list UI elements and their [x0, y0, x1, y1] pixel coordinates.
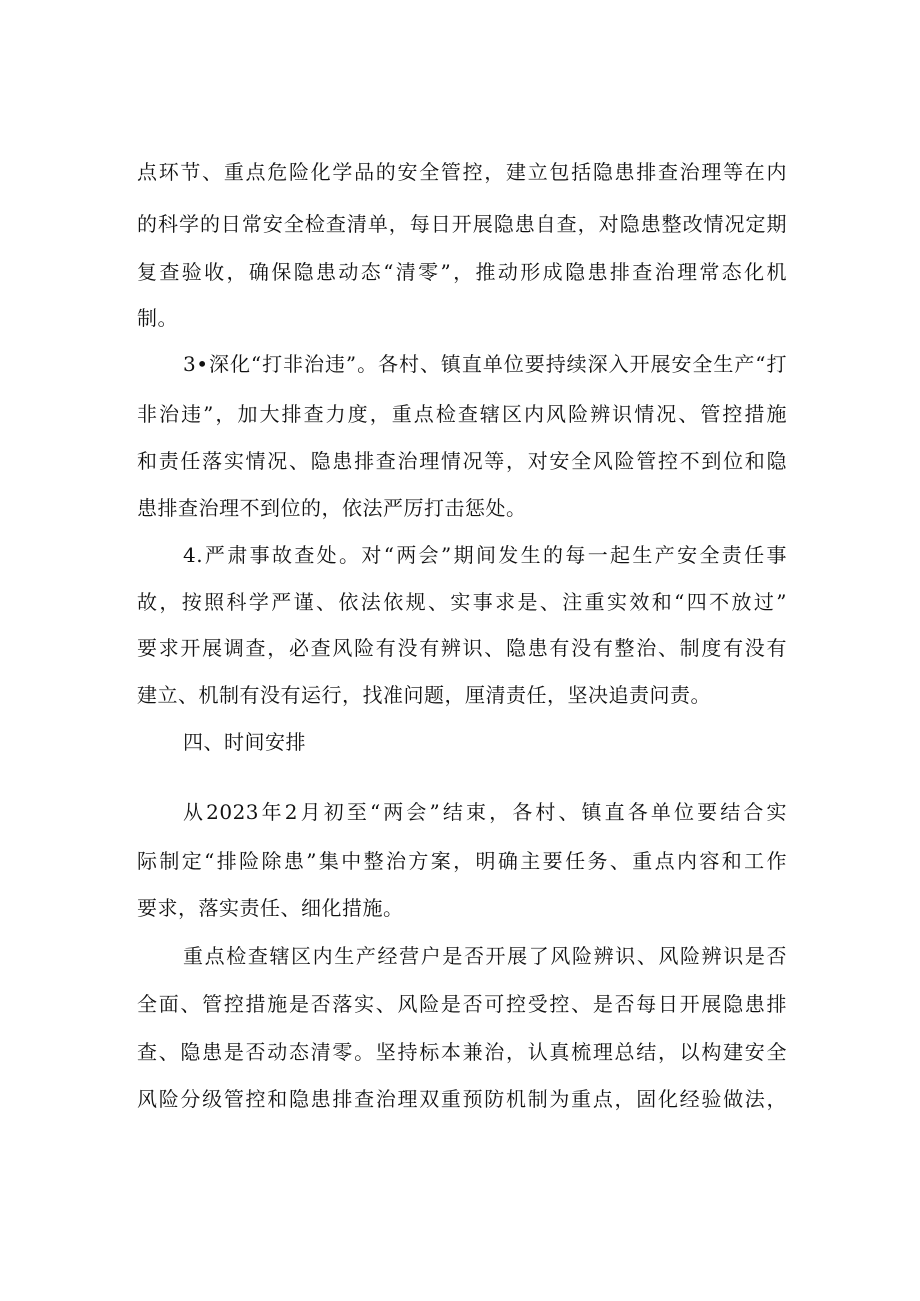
section-heading: 四、时间安排 [183, 730, 306, 754]
text-line: 患排查治理不到位的，依法严厉打击惩处。 [137, 496, 527, 520]
text-line: 点环节、重点危险化学品的安全管控，建立包括隐患排查治理等在内 [137, 160, 787, 184]
text-line: 要求开展调查，必查风险有没有辨识、隐患有没有整治、制度有没有 [137, 636, 787, 660]
text-line: 的科学的日常安全检查清单，每日开展隐患自查，对隐患整改情况定期 [137, 212, 787, 236]
text-line: 建立、机制有没有运行，找准问题，厘清责任，坚决追责问责。 [137, 683, 711, 707]
text-line: 3•深化“打非治违”。各村、镇直单位要持续深入开展安全生产“打 [183, 352, 787, 376]
text-line: 4.严肃事故查处。对“两会”期间发生的每一起生产安全责任事 [183, 543, 787, 567]
text-line: 重点检查辖区内生产经营户是否开展了风险辨识、风险辨识是否 [183, 944, 787, 968]
text-line: 复查验收，确保隐患动态“清零”，推动形成隐患排查治理常态化机 [137, 260, 787, 284]
text-line: 全面、管控措施是否落实、风险是否可控受控、是否每日开展隐患排 [137, 992, 787, 1016]
text-line: 查、隐患是否动态清零。坚持标本兼治，认真梳理总结，以构建安全 [137, 1040, 787, 1064]
text-line: 从2023年2月初至“两会”结束，各村、镇直各单位要结合实 [183, 800, 787, 824]
text-line: 制。 [137, 306, 178, 330]
text-line: 风险分级管控和隐患排查治理双重预防机制为重点，固化经验做法， [137, 1087, 787, 1111]
text-line: 故，按照科学严谨、依法依规、实事求是、注重实效和“四不放过” [137, 590, 787, 614]
text-line: 际制定“排险除患”集中整治方案，明确主要任务、重点内容和工作 [137, 849, 787, 873]
text-line: 和责任落实情况、隐患排查治理情况等，对安全风险管控不到位和隐 [137, 449, 787, 473]
text-line: 要求，落实责任、细化措施。 [137, 896, 404, 920]
text-line: 非治违”，加大排查力度，重点检查辖区内风险辨识情况、管控措施 [137, 402, 787, 426]
